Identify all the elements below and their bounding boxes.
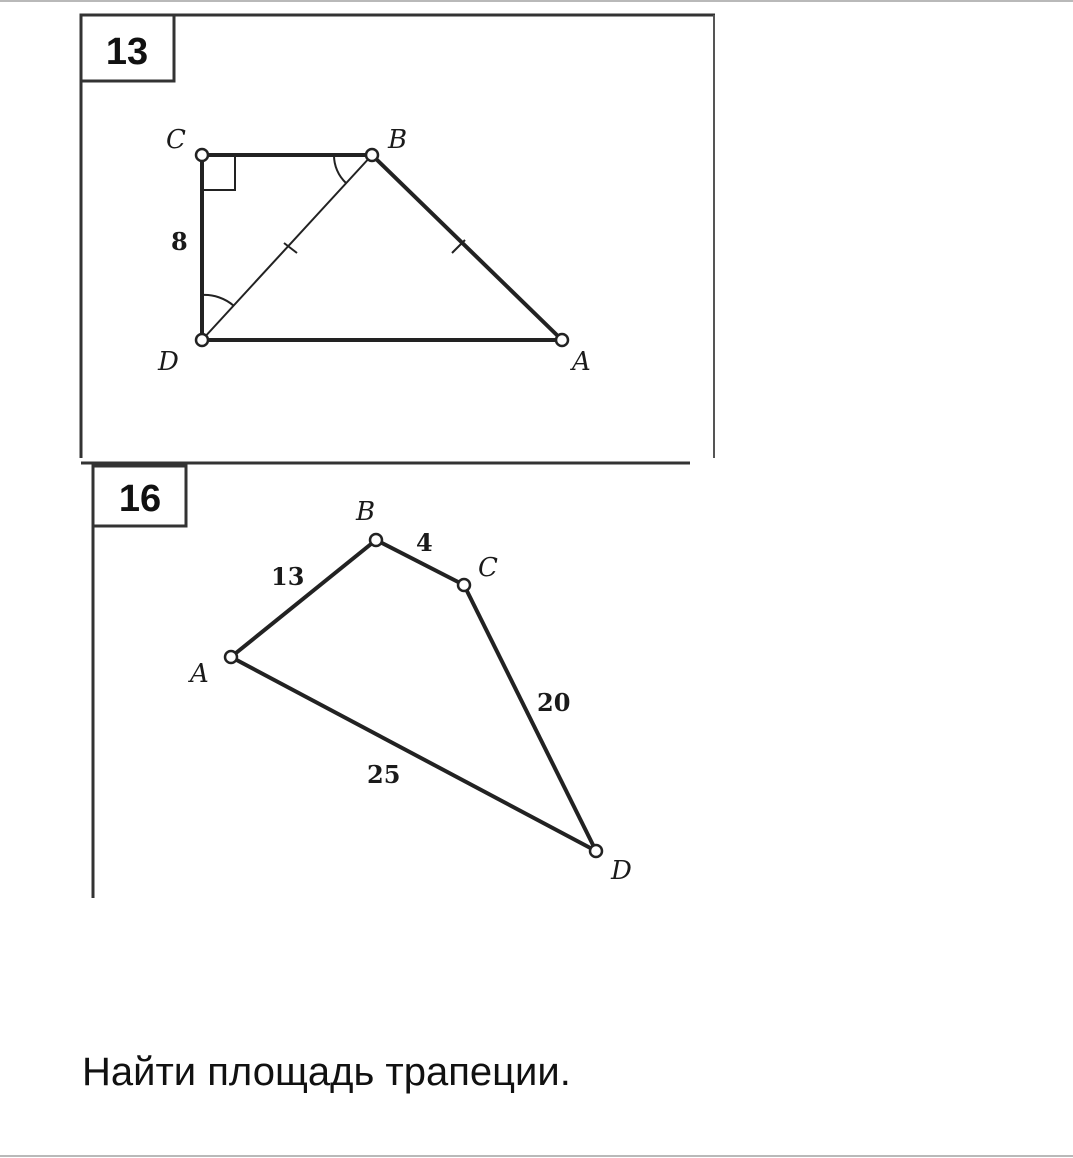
label-a-16: A (190, 659, 209, 689)
label-d-13: D (158, 347, 179, 377)
label-c-16: C (478, 553, 498, 583)
vertex-a-13 (556, 334, 568, 346)
side-bc-length-16: 4 (416, 528, 433, 557)
problem13-number: 13 (105, 31, 149, 73)
vertex-d-16 (590, 845, 602, 857)
segment-ad-16 (231, 657, 596, 851)
problem-16-figure (81, 463, 690, 898)
segment-ba-13 (372, 155, 562, 340)
side-cd-length-13: 8 (171, 227, 188, 256)
side-cd-length-16: 20 (537, 688, 571, 717)
problem16-number: 16 (118, 478, 162, 520)
angle-arc-b (334, 155, 346, 183)
side-ad-length-16: 25 (367, 760, 401, 789)
vertex-c-16 (458, 579, 470, 591)
side-ab-length-16: 13 (271, 562, 305, 591)
vertex-b-13 (366, 149, 378, 161)
vertex-d-13 (196, 334, 208, 346)
angle-arc-d (202, 295, 234, 306)
label-a-13: A (572, 347, 591, 377)
label-d-16: D (611, 856, 632, 886)
segment-ab-16 (231, 540, 376, 657)
diagonal-db-13 (202, 155, 372, 340)
task-caption: Найти площадь трапеции. (82, 1050, 571, 1094)
label-b-16: B (356, 497, 376, 527)
problem-13-figure (81, 15, 715, 458)
vertex-c-13 (196, 149, 208, 161)
segment-cd-16 (464, 585, 596, 851)
vertex-a-16 (225, 651, 237, 663)
label-b-13: B (388, 125, 408, 155)
vertex-b-16 (370, 534, 382, 546)
label-c-13: C (166, 125, 186, 155)
